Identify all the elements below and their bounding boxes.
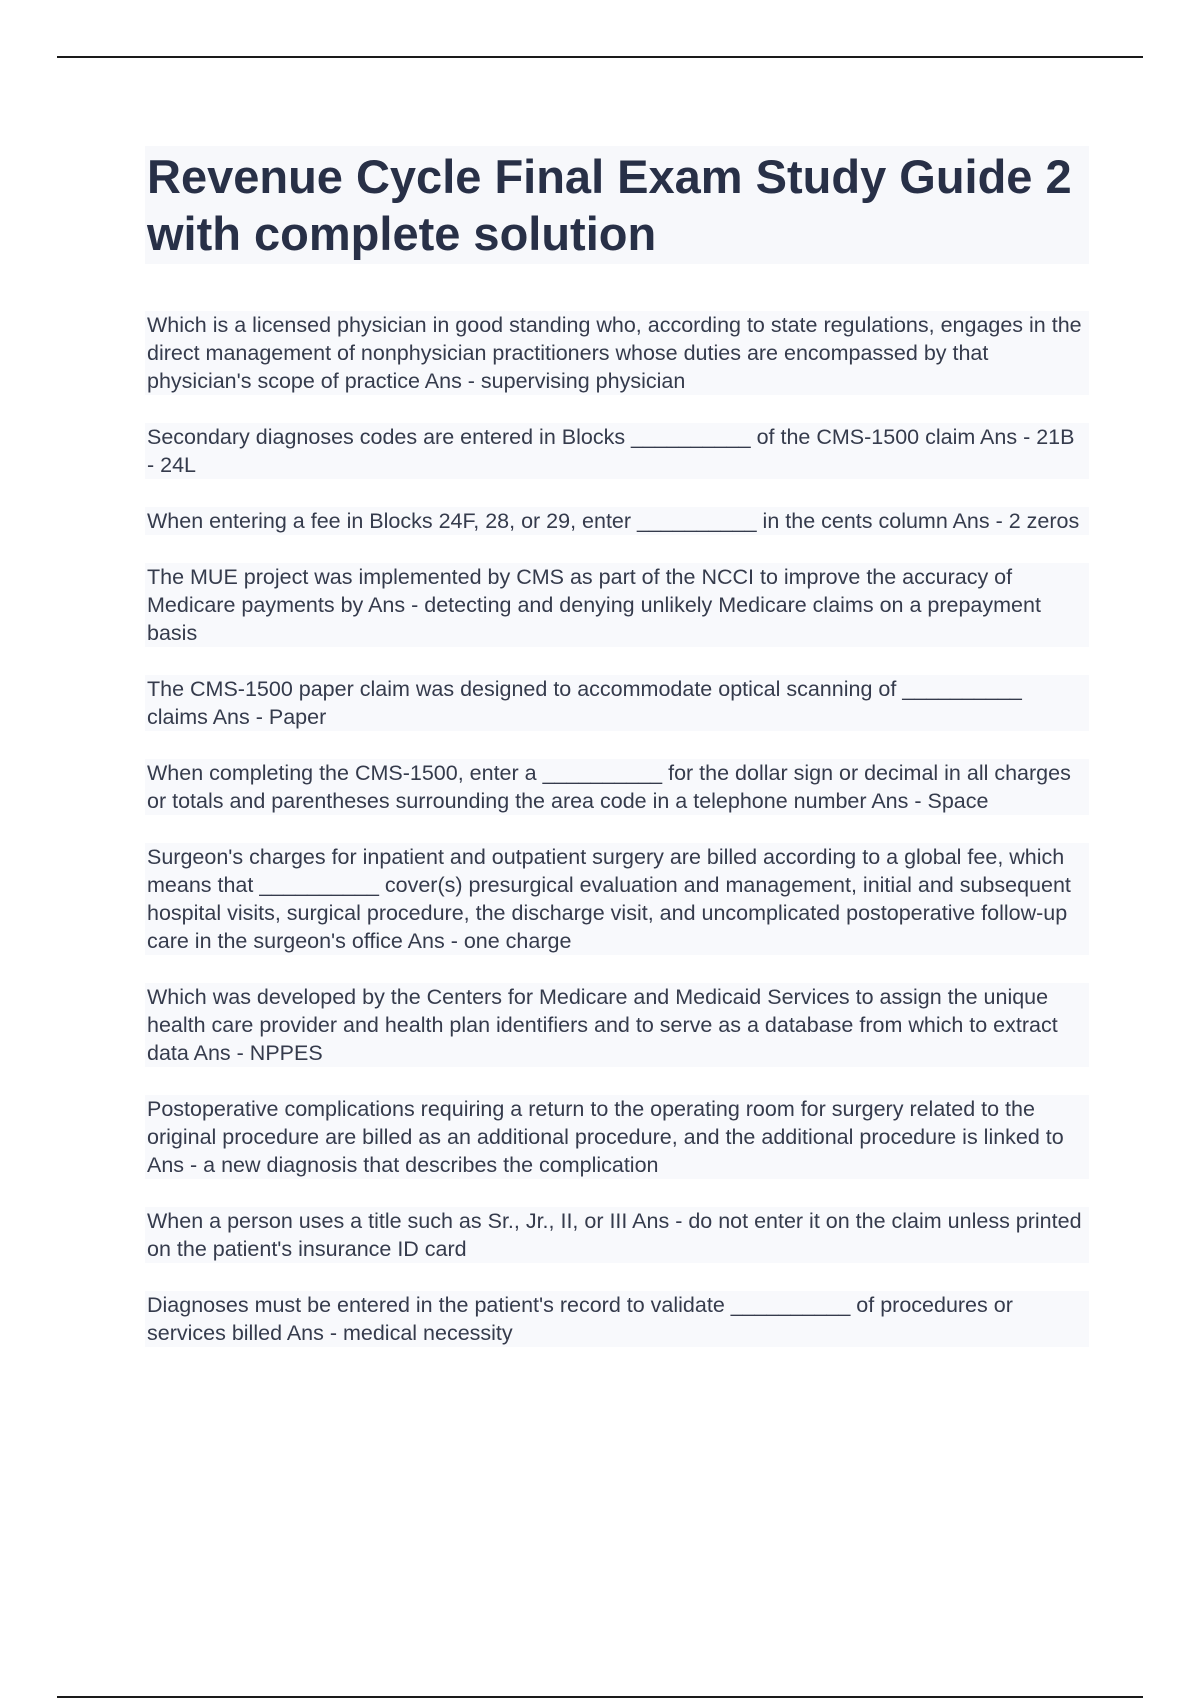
title-block	[145, 146, 1089, 264]
qa-item-3: When entering a fee in Blocks 24F, 28, or 29, enter __________ in the cents column Ans - 2 zeros	[145, 507, 1089, 535]
qa-item-5: The CMS-1500 paper claim was designed to accommodate optical scanning of __________ claims Ans - Paper	[145, 675, 1089, 731]
qa-item-6: When completing the CMS-1500, enter a __________ for the dollar sign or decimal in all charges or totals and parentheses surrounding the area code in a telephone number Ans - Space	[145, 759, 1089, 815]
qa-item-1: Which is a licensed physician in good standing who, according to state regulations, engages in the direct management of nonphysician practitioners whose duties are encompassed by that physician's scope of practice Ans - supervising physician	[145, 311, 1089, 395]
qa-item-8: Which was developed by the Centers for Medicare and Medicaid Services to assign the unique health care provider and health plan identifiers and to serve as a database from which to extract data Ans - NPPES	[145, 983, 1089, 1067]
bottom-rule	[57, 1696, 1143, 1698]
qa-item-4: The MUE project was implemented by CMS as part of the NCCI to improve the accuracy of Medicare payments by Ans - detecting and denying unlikely Medicare claims on a prepayment basis	[145, 563, 1089, 647]
qa-item-10: When a person uses a title such as Sr., Jr., II, or III Ans - do not enter it on the claim unless printed on the patient's insurance ID card	[145, 1207, 1089, 1263]
page-title: Revenue Cycle Final Exam Study Guide 2 with complete solution	[147, 150, 1072, 260]
qa-item-7: Surgeon's charges for inpatient and outpatient surgery are billed according to a global fee, which means that __________ cover(s) presurgical evaluation and management, initial and subsequent hospital visits, surgical procedure, the discharge visit, and uncomplicated postoperative follow-up care in the surgeon's office Ans - one charge	[145, 843, 1089, 955]
qa-list	[145, 311, 1089, 1375]
qa-item-11: Diagnoses must be entered in the patient's record to validate __________ of procedures or services billed Ans - medical necessity	[145, 1291, 1089, 1347]
top-rule	[57, 56, 1143, 58]
qa-item-9: Postoperative complications requiring a return to the operating room for surgery related to the original procedure are billed as an additional procedure, and the additional procedure is linked to Ans - a new diagnosis that describes the complication	[145, 1095, 1089, 1179]
qa-item-2: Secondary diagnoses codes are entered in Blocks __________ of the CMS-1500 claim Ans - 21B - 24L	[145, 423, 1089, 479]
